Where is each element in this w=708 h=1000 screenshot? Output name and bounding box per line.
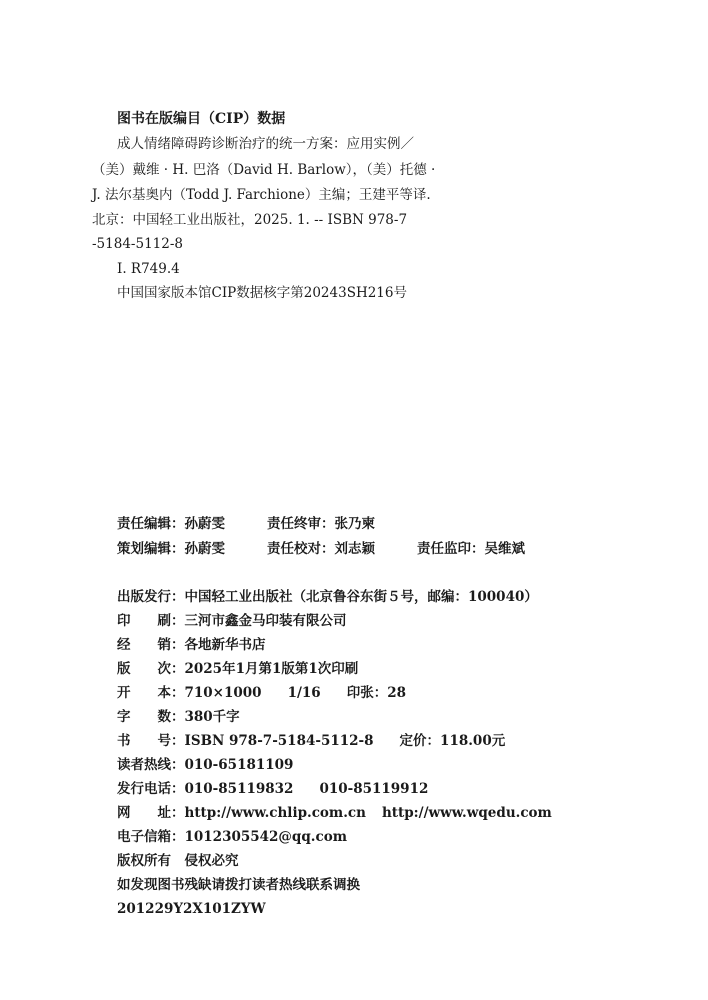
defect-notice: 如发现图书残缺请拨打读者热线联系调换 [117, 877, 360, 893]
print-supervisor-value: 吴维斌 [484, 541, 525, 557]
copyright-notice: 版权所有 侵权必究 [117, 853, 239, 869]
sales-phone-label: 发行电话： [117, 781, 185, 797]
email-label: 电子信箱： [117, 829, 185, 845]
hotline-value: 010-65181109 [184, 757, 294, 773]
cip-line-record-number: 中国国家版本馆CIP数据核字第20243SH216号 [117, 285, 407, 301]
website-link-2[interactable]: http://www.wqedu.com [381, 805, 552, 821]
email-row [117, 831, 347, 845]
distributor-value: 各地新华书店 [184, 637, 266, 653]
publisher-row [117, 591, 538, 605]
print-code: 201229Y2X101ZYW [117, 901, 266, 917]
distributor-row [117, 639, 266, 653]
isbn-label: 书 号： [117, 733, 185, 749]
planning-editor-value: 孙蔚雯 [184, 541, 225, 557]
hotline-row [117, 759, 293, 773]
format-row [117, 687, 406, 701]
edition-label: 版 次： [117, 661, 185, 677]
isbn-value: ISBN 978-7-5184-5112-8 [184, 733, 374, 749]
final-review-value: 张乃柬 [334, 516, 375, 532]
distributor-label: 经 销： [117, 637, 185, 653]
cip-line-isbn-cont: -5184-5112-8 [92, 236, 183, 252]
printer-value: 三河市鑫金马印装有限公司 [184, 613, 347, 629]
edition-row [117, 663, 358, 677]
words-row [117, 711, 240, 725]
isbn-row [117, 735, 505, 749]
editor-value: 孙蔚雯 [184, 516, 225, 532]
price-value: 118.00元 [440, 733, 506, 749]
sheets-label: 印张： [346, 685, 388, 701]
email-value[interactable]: 1012305542@qq.com [184, 829, 348, 845]
website-label: 网 址： [117, 805, 185, 821]
sheets-value: 28 [387, 685, 406, 701]
cip-line-title: 成人情绪障碍跨诊断治疗的统一方案：应用实例／ [117, 136, 414, 152]
final-review-label: 责任终审： [267, 516, 335, 532]
sales-phone-value-1: 010-85119832 [184, 781, 294, 797]
format-fraction: 1/16 [287, 685, 321, 701]
sales-phone-row [117, 783, 428, 797]
printer-row [117, 615, 347, 629]
printer-label: 印 刷： [117, 613, 185, 629]
sales-phone-value-2: 010-85119912 [319, 781, 429, 797]
cip-line-publisher: 北京：中国轻工业出版社，2025. 1. -- ISBN 978-7 [92, 212, 408, 228]
website-link-1[interactable]: http://www.chlip.com.cn [184, 805, 366, 821]
price-label: 定价： [399, 733, 441, 749]
editor-label: 责任编辑： [117, 516, 185, 532]
cip-line-authors-2: J. 法尔基奥内（Todd J. Farchione）主编；王建平等译. [92, 187, 431, 203]
website-row [117, 807, 552, 821]
publisher-value: 中国轻工业出版社（北京鲁谷东街５号，邮编：100040） [184, 589, 538, 605]
cip-title: 图书在版编目（CIP）数据 [117, 111, 286, 127]
publisher-label: 出版发行： [117, 589, 185, 605]
planning-editor-label: 策划编辑： [117, 541, 185, 557]
hotline-label: 读者热线： [117, 757, 185, 773]
credits-row-1 [117, 518, 375, 532]
words-value: 380千字 [184, 709, 240, 725]
proofreader-label: 责任校对： [267, 541, 335, 557]
print-supervisor-label: 责任监印： [417, 541, 485, 557]
proofreader-value: 刘志颖 [334, 541, 375, 557]
edition-value: 2025年1月第1版第1次印刷 [184, 661, 359, 677]
cip-line-classification: Ⅰ. R749.4 [117, 261, 180, 277]
words-label: 字 数： [117, 709, 185, 725]
format-label: 开 本： [117, 685, 185, 701]
cip-line-authors-1: （美）戴维 · H. 巴洛（David H. Barlow），（美）托德 · [92, 162, 436, 178]
format-value: 710×1000 [184, 685, 262, 701]
credits-row-2 [117, 543, 525, 557]
